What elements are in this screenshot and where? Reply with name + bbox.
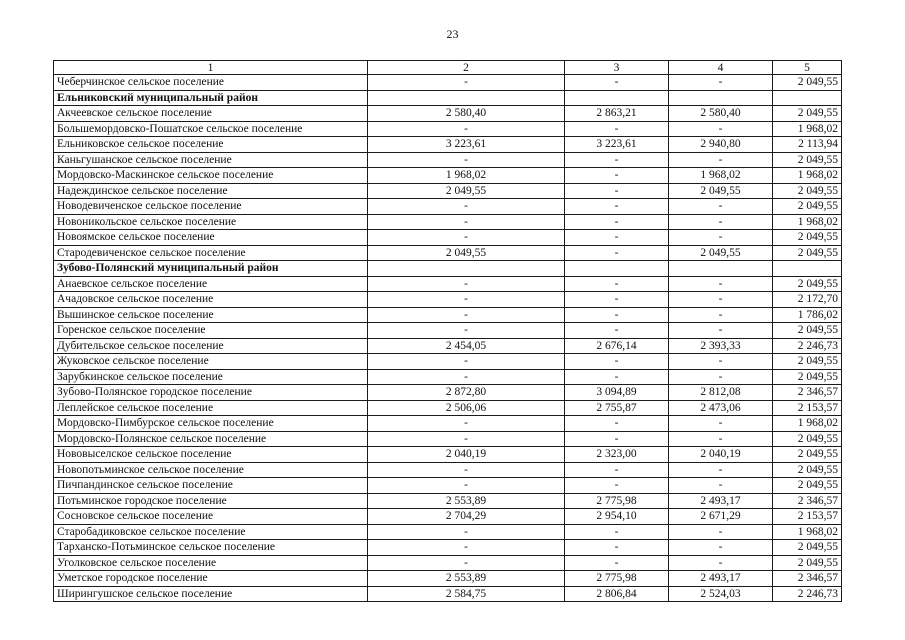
- settlement-name-cell: Анаевское сельское поселение: [54, 276, 368, 292]
- settlement-name-cell: Ширингушское сельское поселение: [54, 586, 368, 602]
- settlement-name-cell: Уголковское сельское поселение: [54, 555, 368, 571]
- value-cell-col4: 2 493,17: [669, 493, 773, 509]
- value-cell-col3: [565, 90, 669, 106]
- value-cell-col2: 2 584,75: [368, 586, 565, 602]
- value-cell-col2: -: [368, 540, 565, 556]
- value-cell-col4: [669, 261, 773, 277]
- value-cell-col3: -: [565, 555, 669, 571]
- value-cell-col2: [368, 261, 565, 277]
- value-cell-col3: -: [565, 276, 669, 292]
- value-cell-col5: 1 968,02: [773, 524, 842, 540]
- value-cell-col2: -: [368, 462, 565, 478]
- value-cell-col3: -: [565, 540, 669, 556]
- table-row: [54, 369, 842, 385]
- value-cell-col5: 2 049,55: [773, 555, 842, 571]
- value-cell-col3: -: [565, 199, 669, 215]
- table-row: [54, 214, 842, 230]
- value-cell-col4: -: [669, 354, 773, 370]
- table-row: [54, 586, 842, 602]
- value-cell-col2: 2 872,80: [368, 385, 565, 401]
- value-cell-col5: 2 172,70: [773, 292, 842, 308]
- value-cell-col2: 2 049,55: [368, 245, 565, 261]
- value-cell-col3: -: [565, 323, 669, 339]
- settlement-name-cell: Большемордовско-Пошатское сельское поселение: [54, 121, 368, 137]
- settlement-name-cell: Нововыселское сельское поселение: [54, 447, 368, 463]
- value-cell-col4: 2 040,19: [669, 447, 773, 463]
- settlement-name-cell: Каньгушанское сельское поселение: [54, 152, 368, 168]
- value-cell-col4: -: [669, 276, 773, 292]
- value-cell-col5: 2 049,55: [773, 276, 842, 292]
- table-row: [54, 478, 842, 494]
- value-cell-col4: -: [669, 121, 773, 137]
- value-cell-col2: 2 040,19: [368, 447, 565, 463]
- table-row: [54, 152, 842, 168]
- table-row: [54, 323, 842, 339]
- value-cell-col2: 2 454,05: [368, 338, 565, 354]
- table-row: [54, 292, 842, 308]
- table-row: [54, 416, 842, 432]
- value-cell-col3: -: [565, 431, 669, 447]
- settlement-name-cell: Леплейское сельское поселение: [54, 400, 368, 416]
- value-cell-col2: 3 223,61: [368, 137, 565, 153]
- value-cell-col3: 2 676,14: [565, 338, 669, 354]
- settlement-name-cell: Сосновское сельское поселение: [54, 509, 368, 525]
- settlement-name-cell: Мордовско-Полянское сельское поселение: [54, 431, 368, 447]
- value-cell-col5: 2 049,55: [773, 478, 842, 494]
- table-row: [54, 183, 842, 199]
- settlement-name-cell: Акчеевское сельское поселение: [54, 106, 368, 122]
- settlement-name-cell: Ачадовское сельское поселение: [54, 292, 368, 308]
- value-cell-col5: 2 113,94: [773, 137, 842, 153]
- value-cell-col5: 2 346,57: [773, 385, 842, 401]
- value-cell-col3: -: [565, 183, 669, 199]
- value-cell-col2: -: [368, 307, 565, 323]
- table-row: [54, 230, 842, 246]
- value-cell-col3: 3 223,61: [565, 137, 669, 153]
- value-cell-col2: -: [368, 555, 565, 571]
- settlement-name-cell: Пичпандинское сельское поселение: [54, 478, 368, 494]
- table-row: [54, 199, 842, 215]
- value-cell-col3: 2 323,00: [565, 447, 669, 463]
- value-cell-col5: 2 049,55: [773, 369, 842, 385]
- table-row: [54, 245, 842, 261]
- district-header-row: [54, 90, 842, 106]
- column-header-2: 2: [368, 61, 565, 75]
- value-cell-col5: 2 049,55: [773, 75, 842, 91]
- district-header-row: [54, 261, 842, 277]
- value-cell-col4: -: [669, 478, 773, 494]
- value-cell-col4: -: [669, 369, 773, 385]
- table-row: [54, 571, 842, 587]
- value-cell-col4: -: [669, 214, 773, 230]
- value-cell-col5: 2 049,55: [773, 447, 842, 463]
- value-cell-col5: 2 153,57: [773, 509, 842, 525]
- table-row: [54, 276, 842, 292]
- value-cell-col3: -: [565, 524, 669, 540]
- value-cell-col4: -: [669, 323, 773, 339]
- table-row: [54, 168, 842, 184]
- value-cell-col4: 2 671,29: [669, 509, 773, 525]
- settlement-name-cell: Зубово-Полянское городское поселение: [54, 385, 368, 401]
- value-cell-col2: -: [368, 431, 565, 447]
- value-cell-col5: 2 246,73: [773, 586, 842, 602]
- value-cell-col2: -: [368, 416, 565, 432]
- settlement-name-cell: Жуковское сельское поселение: [54, 354, 368, 370]
- value-cell-col5: 2 049,55: [773, 230, 842, 246]
- tariff-table: [53, 60, 842, 602]
- table-row: [54, 75, 842, 91]
- value-cell-col2: -: [368, 369, 565, 385]
- value-cell-col3: -: [565, 416, 669, 432]
- settlement-name-cell: Горенское сельское поселение: [54, 323, 368, 339]
- value-cell-col4: 2 812,08: [669, 385, 773, 401]
- value-cell-col4: -: [669, 307, 773, 323]
- column-header-1: 1: [54, 61, 368, 75]
- value-cell-col2: -: [368, 323, 565, 339]
- value-cell-col5: 2 049,55: [773, 323, 842, 339]
- value-cell-col5: 2 049,55: [773, 462, 842, 478]
- value-cell-col4: 2 393,33: [669, 338, 773, 354]
- value-cell-col5: 1 968,02: [773, 416, 842, 432]
- value-cell-col2: 2 580,40: [368, 106, 565, 122]
- value-cell-col2: -: [368, 152, 565, 168]
- value-cell-col4: 1 968,02: [669, 168, 773, 184]
- table-row: [54, 338, 842, 354]
- value-cell-col5: 2 049,55: [773, 106, 842, 122]
- value-cell-col4: -: [669, 75, 773, 91]
- value-cell-col3: 2 775,98: [565, 571, 669, 587]
- value-cell-col3: 3 094,89: [565, 385, 669, 401]
- value-cell-col3: -: [565, 307, 669, 323]
- value-cell-col2: -: [368, 121, 565, 137]
- value-cell-col4: 2 473,06: [669, 400, 773, 416]
- settlement-name-cell: Мордовско-Пимбурское сельское поселение: [54, 416, 368, 432]
- table-row: [54, 493, 842, 509]
- value-cell-col2: 2 553,89: [368, 571, 565, 587]
- value-cell-col2: 2 049,55: [368, 183, 565, 199]
- value-cell-col2: -: [368, 214, 565, 230]
- value-cell-col2: 2 704,29: [368, 509, 565, 525]
- value-cell-col5: 2 049,55: [773, 245, 842, 261]
- value-cell-col3: 2 954,10: [565, 509, 669, 525]
- value-cell-col3: -: [565, 214, 669, 230]
- value-cell-col5: 2 049,55: [773, 431, 842, 447]
- value-cell-col5: 2 049,55: [773, 199, 842, 215]
- value-cell-col2: 2 553,89: [368, 493, 565, 509]
- value-cell-col2: -: [368, 524, 565, 540]
- table-header-row: [54, 61, 842, 75]
- settlement-name-cell: Старобадиковское сельское поселение: [54, 524, 368, 540]
- settlement-name-cell: Мордовско-Маскинское сельское поселение: [54, 168, 368, 184]
- settlement-name-cell: Надеждинское сельское поселение: [54, 183, 368, 199]
- value-cell-col4: -: [669, 152, 773, 168]
- value-cell-col2: -: [368, 75, 565, 91]
- table-row: [54, 524, 842, 540]
- value-cell-col3: -: [565, 168, 669, 184]
- settlement-name-cell: Тарханско-Потьминское сельское поселение: [54, 540, 368, 556]
- table-row: [54, 462, 842, 478]
- table-row: [54, 431, 842, 447]
- value-cell-col5: 2 049,55: [773, 183, 842, 199]
- value-cell-col5: 1 786,02: [773, 307, 842, 323]
- value-cell-col3: -: [565, 152, 669, 168]
- table-row: [54, 121, 842, 137]
- value-cell-col5: 1 968,02: [773, 168, 842, 184]
- table-row: [54, 106, 842, 122]
- value-cell-col3: 2 775,98: [565, 493, 669, 509]
- value-cell-col4: -: [669, 230, 773, 246]
- value-cell-col3: -: [565, 230, 669, 246]
- settlement-name-cell: Стародевиченское сельское поселение: [54, 245, 368, 261]
- table-row: [54, 540, 842, 556]
- value-cell-col3: -: [565, 245, 669, 261]
- value-cell-col5: 1 968,02: [773, 121, 842, 137]
- table-row: [54, 137, 842, 153]
- value-cell-col3: -: [565, 292, 669, 308]
- value-cell-col4: 2 049,55: [669, 245, 773, 261]
- value-cell-col3: 2 806,84: [565, 586, 669, 602]
- value-cell-col2: 2 506,06: [368, 400, 565, 416]
- value-cell-col5: 2 346,57: [773, 571, 842, 587]
- value-cell-col3: -: [565, 354, 669, 370]
- value-cell-col5: 2 049,55: [773, 354, 842, 370]
- table-row: [54, 447, 842, 463]
- value-cell-col2: 1 968,02: [368, 168, 565, 184]
- settlement-name-cell: Новоникольское сельское поселение: [54, 214, 368, 230]
- value-cell-col4: -: [669, 416, 773, 432]
- value-cell-col3: 2 863,21: [565, 106, 669, 122]
- value-cell-col5: 2 049,55: [773, 152, 842, 168]
- value-cell-col5: 1 968,02: [773, 214, 842, 230]
- value-cell-col2: -: [368, 354, 565, 370]
- value-cell-col4: -: [669, 431, 773, 447]
- value-cell-col3: 2 755,87: [565, 400, 669, 416]
- settlement-name-cell: Ельниковское сельское поселение: [54, 137, 368, 153]
- value-cell-col4: -: [669, 524, 773, 540]
- value-cell-col3: [565, 261, 669, 277]
- value-cell-col2: -: [368, 230, 565, 246]
- value-cell-col4: -: [669, 462, 773, 478]
- value-cell-col2: -: [368, 276, 565, 292]
- value-cell-col2: [368, 90, 565, 106]
- value-cell-col4: 2 049,55: [669, 183, 773, 199]
- value-cell-col3: -: [565, 121, 669, 137]
- table-row: [54, 307, 842, 323]
- settlement-name-cell: Новопотьминское сельское поселение: [54, 462, 368, 478]
- table-row: [54, 385, 842, 401]
- settlement-name-cell: Новоямское сельское поселение: [54, 230, 368, 246]
- value-cell-col4: -: [669, 292, 773, 308]
- value-cell-col5: 2 246,73: [773, 338, 842, 354]
- column-header-3: 3: [565, 61, 669, 75]
- value-cell-col4: 2 940,80: [669, 137, 773, 153]
- value-cell-col4: 2 524,03: [669, 586, 773, 602]
- value-cell-col3: -: [565, 369, 669, 385]
- value-cell-col5: 2 346,57: [773, 493, 842, 509]
- district-name-cell: Зубово-Полянский муниципальный район: [54, 261, 368, 277]
- value-cell-col5: [773, 90, 842, 106]
- page-number: 23: [446, 27, 459, 41]
- value-cell-col5: 2 049,55: [773, 540, 842, 556]
- column-header-4: 4: [669, 61, 773, 75]
- value-cell-col2: -: [368, 199, 565, 215]
- value-cell-col3: -: [565, 462, 669, 478]
- table-row: [54, 400, 842, 416]
- value-cell-col5: [773, 261, 842, 277]
- value-cell-col3: -: [565, 478, 669, 494]
- district-name-cell: Ельниковский муниципальный район: [54, 90, 368, 106]
- settlement-name-cell: Потьминское городское поселение: [54, 493, 368, 509]
- value-cell-col4: -: [669, 540, 773, 556]
- value-cell-col4: 2 580,40: [669, 106, 773, 122]
- value-cell-col3: -: [565, 75, 669, 91]
- value-cell-col5: 2 153,57: [773, 400, 842, 416]
- settlement-name-cell: Новодевиченское сельское поселение: [54, 199, 368, 215]
- value-cell-col2: -: [368, 292, 565, 308]
- value-cell-col4: 2 493,17: [669, 571, 773, 587]
- table-row: [54, 354, 842, 370]
- value-cell-col2: -: [368, 478, 565, 494]
- settlement-name-cell: Чеберчинское сельское поселение: [54, 75, 368, 91]
- settlement-name-cell: Дубительское сельское поселение: [54, 338, 368, 354]
- column-header-5: 5: [773, 61, 842, 75]
- table-row: [54, 555, 842, 571]
- settlement-name-cell: Зарубкинское сельское поселение: [54, 369, 368, 385]
- settlement-name-cell: Вышинское сельское поселение: [54, 307, 368, 323]
- value-cell-col4: [669, 90, 773, 106]
- settlement-name-cell: Уметское городское поселение: [54, 571, 368, 587]
- value-cell-col4: -: [669, 199, 773, 215]
- value-cell-col4: -: [669, 555, 773, 571]
- table-row: [54, 509, 842, 525]
